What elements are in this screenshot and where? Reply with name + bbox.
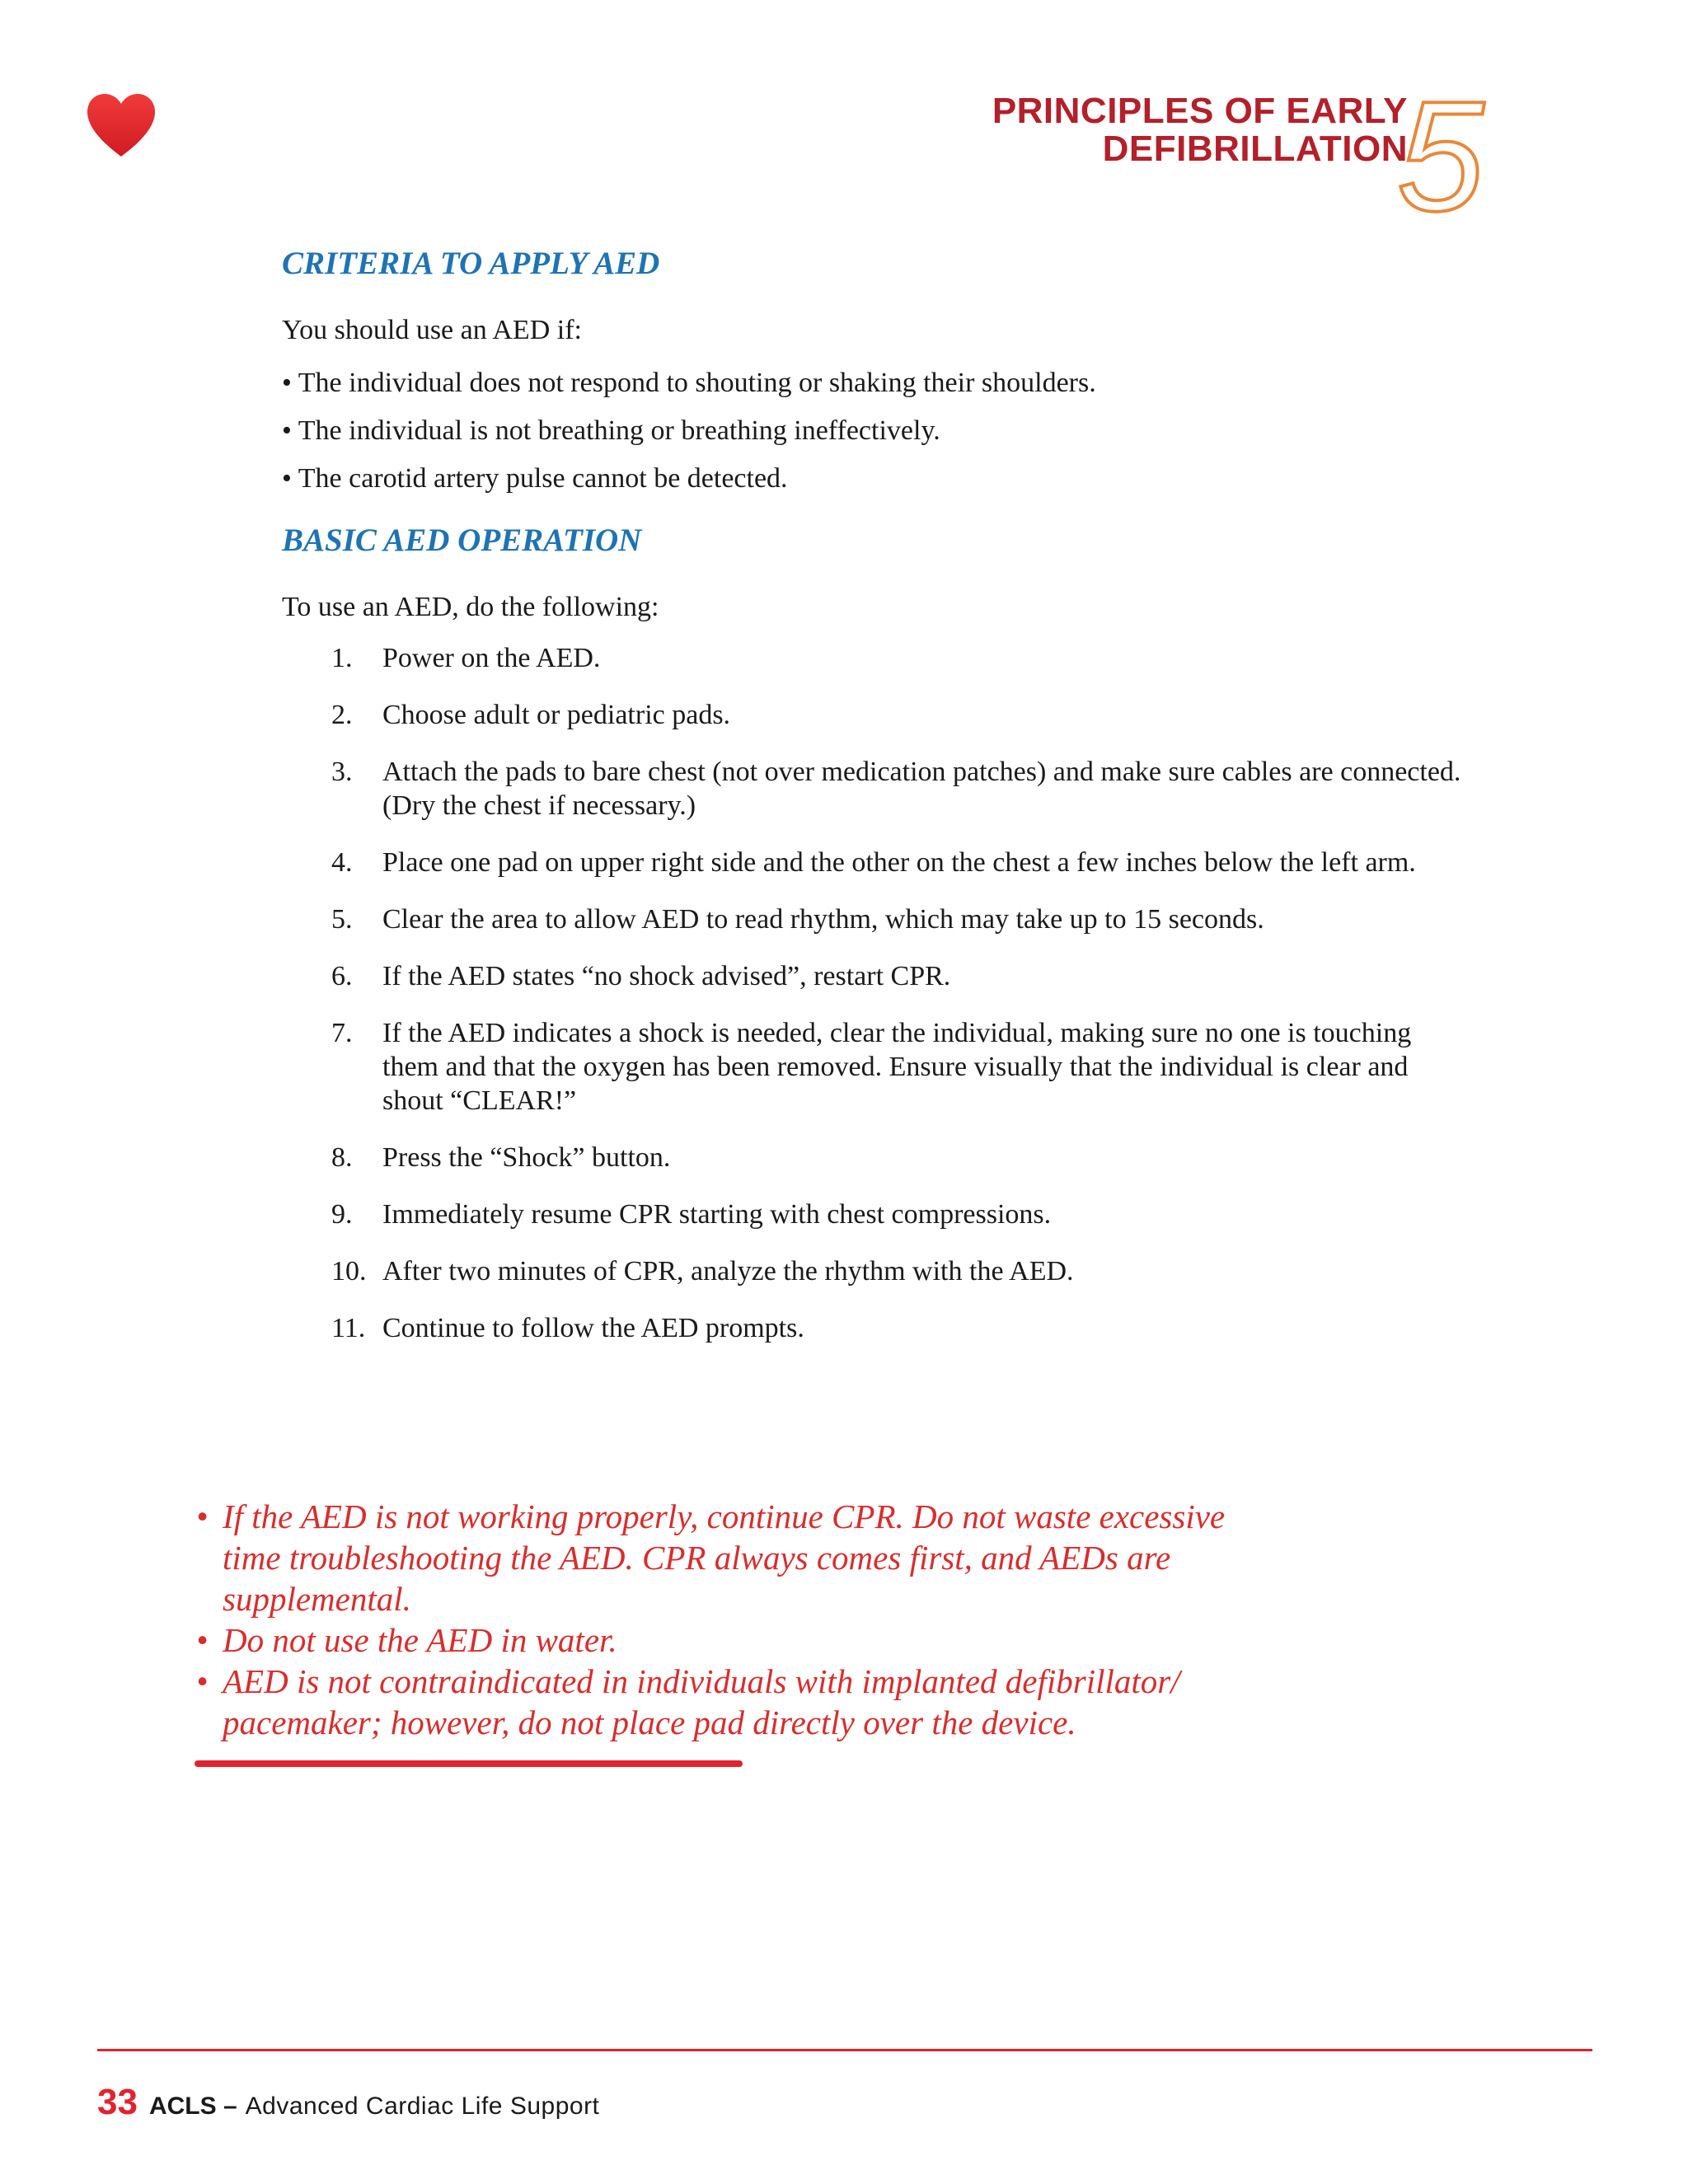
- step-number: 2.: [331, 700, 353, 730]
- criteria-bullet: • The individual does not respond to shouting or shaking their shoulders.: [282, 368, 1096, 398]
- step-number: 3.: [331, 757, 353, 787]
- note-item: [196, 1496, 1268, 1619]
- chapter-title-line1: PRINCIPLES OF EARLY: [992, 91, 1408, 131]
- step-text: Continue to follow the AED prompts.: [382, 1313, 804, 1343]
- step-text: Attach the pads to bare chest (not over medication patches) and make sure cables are connected. (Dry the chest if necessary.): [382, 757, 1461, 821]
- chapter-header: [992, 92, 1408, 168]
- note-text: AED is not contraindicated in individuals with implanted defibrillator/ pacemaker; however, do not place pad directly over the device.: [223, 1662, 1180, 1741]
- operation-intro: To use an AED, do the following:: [282, 592, 659, 622]
- step-text: Choose adult or pediatric pads.: [382, 700, 731, 730]
- note-bullet-icon: •: [196, 1662, 209, 1700]
- step-number: 5.: [331, 904, 353, 935]
- heart-logo-icon: [86, 92, 157, 158]
- step-item: [331, 1311, 1469, 1345]
- operation-heading: BASIC AED OPERATION: [282, 523, 642, 558]
- step-number: 6.: [331, 961, 353, 991]
- step-number: 8.: [331, 1142, 353, 1173]
- step-text: Power on the AED.: [382, 643, 601, 673]
- step-number: 10.: [331, 1256, 367, 1286]
- criteria-heading: CRITERIA TO APPLY AED: [282, 246, 660, 281]
- step-text: Clear the area to allow AED to read rhythm, which may take up to 15 seconds.: [382, 904, 1264, 935]
- operation-steps-list: [331, 641, 1469, 1345]
- step-item: [331, 698, 1469, 732]
- step-item: [331, 755, 1469, 823]
- criteria-intro: You should use an AED if:: [282, 315, 582, 345]
- step-item: [331, 1141, 1469, 1174]
- step-text: After two minutes of CPR, analyze the rhythm with the AED.: [382, 1256, 1074, 1286]
- step-item: [331, 846, 1469, 879]
- note-item: [196, 1619, 1268, 1661]
- chapter-title-line2: DEFIBRILLATION: [1102, 129, 1408, 169]
- criteria-section: [282, 239, 1469, 498]
- step-item: [331, 959, 1469, 993]
- footer-subtitle: Advanced Cardiac Life Support: [245, 2093, 600, 2120]
- main-content: [282, 239, 1469, 1368]
- step-text: If the AED indicates a shock is needed, clear the individual, making sure no one is touching them and that the oxygen has been removed. Ensure visually that the individual is clear and shout “CLEAR!”: [382, 1018, 1412, 1116]
- step-text: Press the “Shock” button.: [382, 1142, 671, 1173]
- note-bullet-icon: •: [196, 1497, 209, 1535]
- note-text: If the AED is not working properly, continue CPR. Do not waste excessive time troubleshooting the AED. CPR always comes first, and AEDs are supplemental.: [223, 1497, 1226, 1618]
- step-item: [331, 902, 1469, 936]
- step-item: [331, 1254, 1469, 1288]
- note-item: [196, 1661, 1268, 1743]
- notes-underline-divider: [195, 1760, 743, 1767]
- page-number: 33: [97, 2082, 138, 2122]
- step-number: 11.: [331, 1313, 366, 1343]
- step-number: 4.: [331, 847, 353, 878]
- footer-acls-label: ACLS –: [148, 2093, 237, 2120]
- step-text: Immediately resume CPR starting with chest compressions.: [382, 1199, 1052, 1230]
- important-notes: [196, 1496, 1268, 1743]
- step-number: 7.: [331, 1018, 353, 1048]
- step-text: Place one pad on upper right side and the other on the chest a few inches below the left arm.: [382, 847, 1416, 878]
- criteria-bullet: • The individual is not breathing or breathing ineffectively.: [282, 415, 940, 446]
- step-number: 9.: [331, 1199, 353, 1230]
- criteria-bullet: • The carotid artery pulse cannot be detected.: [282, 463, 788, 494]
- footer-divider: [97, 2049, 1592, 2051]
- note-bullet-icon: •: [196, 1621, 209, 1659]
- note-text: Do not use the AED in water.: [223, 1621, 617, 1659]
- step-item: [331, 1197, 1469, 1231]
- step-item: [331, 641, 1469, 675]
- step-text: If the AED states “no shock advised”, restart CPR.: [382, 961, 951, 991]
- step-item: [331, 1016, 1469, 1118]
- page-footer: [97, 2082, 599, 2123]
- step-number: 1.: [331, 643, 353, 673]
- chapter-number: 5: [1397, 69, 1484, 244]
- operation-section: [282, 516, 1469, 1345]
